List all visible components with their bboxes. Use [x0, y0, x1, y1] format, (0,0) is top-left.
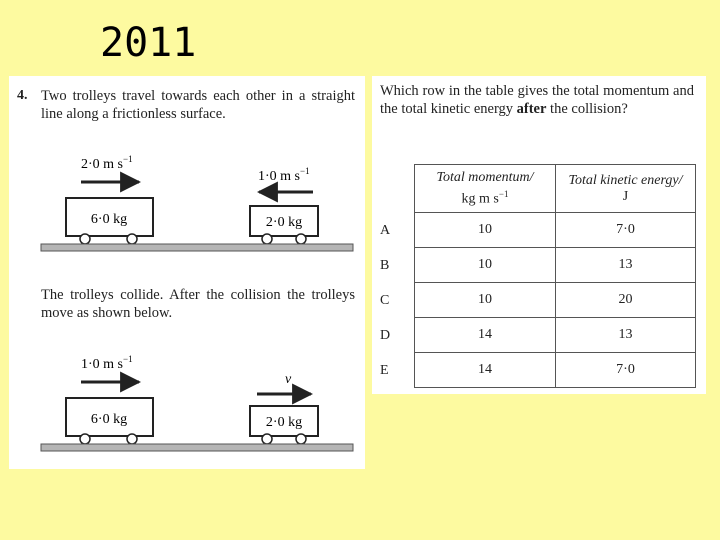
momentum-cell: 14 [415, 318, 556, 353]
before-collision-diagram [9, 148, 365, 258]
track-surface [41, 444, 353, 451]
answer-table [414, 164, 696, 388]
option-letter: C [380, 293, 390, 308]
wheel [296, 434, 306, 444]
after-right-mass: 2·0 kg [265, 415, 303, 430]
wheel [80, 234, 90, 244]
energy-cell: 7·0 [556, 213, 696, 248]
momentum-cell: 10 [415, 213, 556, 248]
question-left-panel [9, 76, 365, 469]
energy-cell: 13 [556, 248, 696, 283]
after-collision-text: The trolleys collide. After the collision the trolleys move as shown below. [41, 287, 355, 321]
momentum-cell: 10 [415, 283, 556, 318]
track-surface [41, 244, 353, 251]
after-left-mass: 6·0 kg [90, 412, 128, 427]
wheel [127, 234, 137, 244]
before-right-speed-label: 1·0 m $s^{-1}$ [258, 166, 310, 184]
before-right-mass: 2·0 kg [265, 215, 303, 230]
table-row [415, 283, 696, 318]
before-left-speed-label: 2·0 m $s^{-1}$ [81, 154, 133, 172]
wheel [80, 434, 90, 444]
momentum-cell: 14 [415, 353, 556, 388]
question-intro: Two trolleys travel towards each other in a straight line along a frictionless surface. [41, 88, 355, 122]
table-row [415, 248, 696, 283]
question-prompt: Which row in the table gives the total momentum and the total kinetic energy after the collision? [380, 83, 694, 117]
energy-cell: 7·0 [556, 353, 696, 388]
energy-cell: 20 [556, 283, 696, 318]
momentum-column-header: Total momentum/ kg m $s^{-1}$ [415, 165, 556, 213]
table-row [415, 353, 696, 388]
table-row [415, 213, 696, 248]
after-right-speed-label: v [285, 372, 292, 387]
wheel [296, 234, 306, 244]
wheel [262, 434, 272, 444]
option-letter: E [380, 363, 389, 378]
question-right-panel [372, 76, 706, 394]
question-number: 4. [17, 88, 28, 103]
table-row [415, 318, 696, 353]
before-left-mass: 6·0 kg [90, 212, 128, 227]
after-collision-diagram [9, 344, 365, 454]
option-letter: B [380, 258, 390, 273]
after-left-speed-label: 1·0 m $s^{-1}$ [81, 354, 133, 372]
energy-column-header: Total kinetic energy/ J [556, 165, 696, 213]
option-letter: A [380, 223, 391, 238]
slide-title: 2011 [100, 20, 197, 66]
momentum-cell: 10 [415, 248, 556, 283]
wheel [127, 434, 137, 444]
energy-cell: 13 [556, 318, 696, 353]
wheel [262, 234, 272, 244]
option-letter: D [380, 328, 391, 343]
